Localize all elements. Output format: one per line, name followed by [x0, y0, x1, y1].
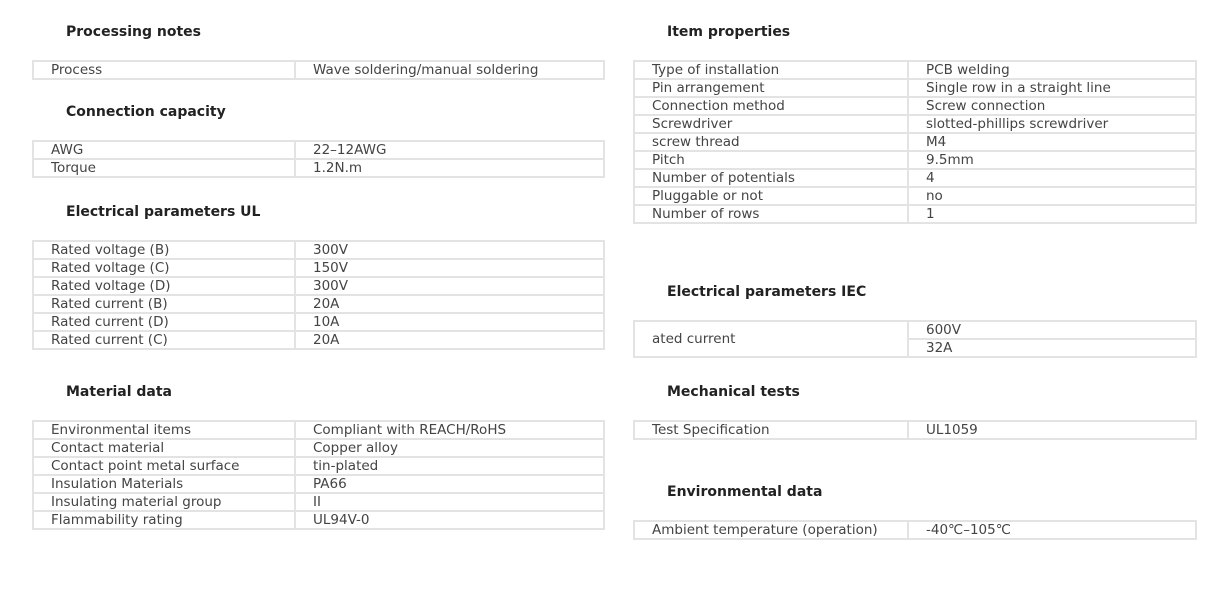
connection-capacity-table	[32, 140, 605, 178]
electrical-iec-title: Electrical parameters IEC	[667, 284, 867, 300]
electrical-iec-table	[633, 320, 1197, 358]
row-value: Screw connection	[908, 97, 1196, 115]
table-row	[634, 61, 1196, 79]
row-label: Insulation Materials	[33, 475, 295, 493]
row-label: Rated current (D)	[33, 313, 295, 331]
table-row	[634, 205, 1196, 223]
row-label: ated current	[634, 321, 908, 357]
table-row	[634, 169, 1196, 187]
row-label: Rated current (B)	[33, 295, 295, 313]
item-properties-table	[633, 60, 1197, 224]
row-value: 300V	[295, 241, 604, 259]
table-row	[33, 159, 604, 177]
row-label: Contact material	[33, 439, 295, 457]
row-label: Ambient temperature (operation)	[634, 521, 908, 539]
row-label: Rated voltage (B)	[33, 241, 295, 259]
row-value: 150V	[295, 259, 604, 277]
row-label: Rated voltage (D)	[33, 277, 295, 295]
row-value: 10A	[295, 313, 604, 331]
row-value: Single row in a straight line	[908, 79, 1196, 97]
table-row	[33, 241, 604, 259]
row-label: Rated current (C)	[33, 331, 295, 349]
row-label: screw thread	[634, 133, 908, 151]
row-label: Number of rows	[634, 205, 908, 223]
table-row	[33, 493, 604, 511]
table-row	[33, 259, 604, 277]
row-label: Type of installation	[634, 61, 908, 79]
row-label: Pluggable or not	[634, 187, 908, 205]
row-value: no	[908, 187, 1196, 205]
row-value: 20A	[295, 331, 604, 349]
electrical-ul-title: Electrical parameters UL	[66, 204, 261, 220]
table-row	[33, 421, 604, 439]
table-row	[33, 475, 604, 493]
table-row	[634, 187, 1196, 205]
row-value: Copper alloy	[295, 439, 604, 457]
item-properties-title: Item properties	[667, 24, 791, 40]
row-value: UL1059	[908, 421, 1196, 439]
table-row	[634, 421, 1196, 439]
row-value: 9.5mm	[908, 151, 1196, 169]
environmental-data-title: Environmental data	[667, 484, 823, 500]
row-value: 1	[908, 205, 1196, 223]
mechanical-tests-title: Mechanical tests	[667, 384, 800, 400]
row-label: Pin arrangement	[634, 79, 908, 97]
table-row	[634, 97, 1196, 115]
table-row	[33, 61, 604, 79]
row-value: 20A	[295, 295, 604, 313]
row-label: Test Specification	[634, 421, 908, 439]
material-data-table	[32, 420, 605, 530]
row-label: Torque	[33, 159, 295, 177]
table-row	[634, 133, 1196, 151]
row-value: tin-plated	[295, 457, 604, 475]
table-row	[634, 79, 1196, 97]
table-row	[634, 115, 1196, 133]
table-row	[33, 457, 604, 475]
table-row	[634, 321, 1196, 339]
row-label: Environmental items	[33, 421, 295, 439]
table-row	[33, 511, 604, 529]
row-value: -40℃–105℃	[908, 521, 1196, 539]
row-value: slotted-phillips screwdriver	[908, 115, 1196, 133]
table-row	[33, 331, 604, 349]
table-row	[634, 521, 1196, 539]
electrical-ul-table	[32, 240, 605, 350]
row-label: Flammability rating	[33, 511, 295, 529]
row-label: Insulating material group	[33, 493, 295, 511]
row-value: PCB welding	[908, 61, 1196, 79]
row-label: AWG	[33, 141, 295, 159]
row-label: Contact point metal surface	[33, 457, 295, 475]
table-row	[634, 151, 1196, 169]
row-value: 300V	[295, 277, 604, 295]
row-value: 32A	[908, 339, 1196, 357]
row-value: UL94V-0	[295, 511, 604, 529]
row-label: Process	[33, 61, 295, 79]
row-value: 600V	[908, 321, 1196, 339]
row-label: Number of potentials	[634, 169, 908, 187]
row-value: PA66	[295, 475, 604, 493]
row-value: II	[295, 493, 604, 511]
table-row	[33, 141, 604, 159]
row-label: Screwdriver	[634, 115, 908, 133]
processing-notes-title: Processing notes	[66, 24, 202, 40]
table-row	[33, 439, 604, 457]
row-value: 1.2N.m	[295, 159, 604, 177]
connection-capacity-title: Connection capacity	[66, 104, 226, 120]
row-label: Pitch	[634, 151, 908, 169]
processing-notes-table	[32, 60, 605, 80]
row-label: Connection method	[634, 97, 908, 115]
table-row	[33, 295, 604, 313]
table-row	[33, 313, 604, 331]
environmental-data-table	[633, 520, 1197, 540]
row-value: Wave soldering/manual soldering	[295, 61, 604, 79]
table-row	[33, 277, 604, 295]
row-value: 4	[908, 169, 1196, 187]
row-label: Rated voltage (C)	[33, 259, 295, 277]
material-data-title: Material data	[66, 384, 172, 400]
row-value: M4	[908, 133, 1196, 151]
row-value: 22–12AWG	[295, 141, 604, 159]
mechanical-tests-table	[633, 420, 1197, 440]
row-value: Compliant with REACH/RoHS	[295, 421, 604, 439]
